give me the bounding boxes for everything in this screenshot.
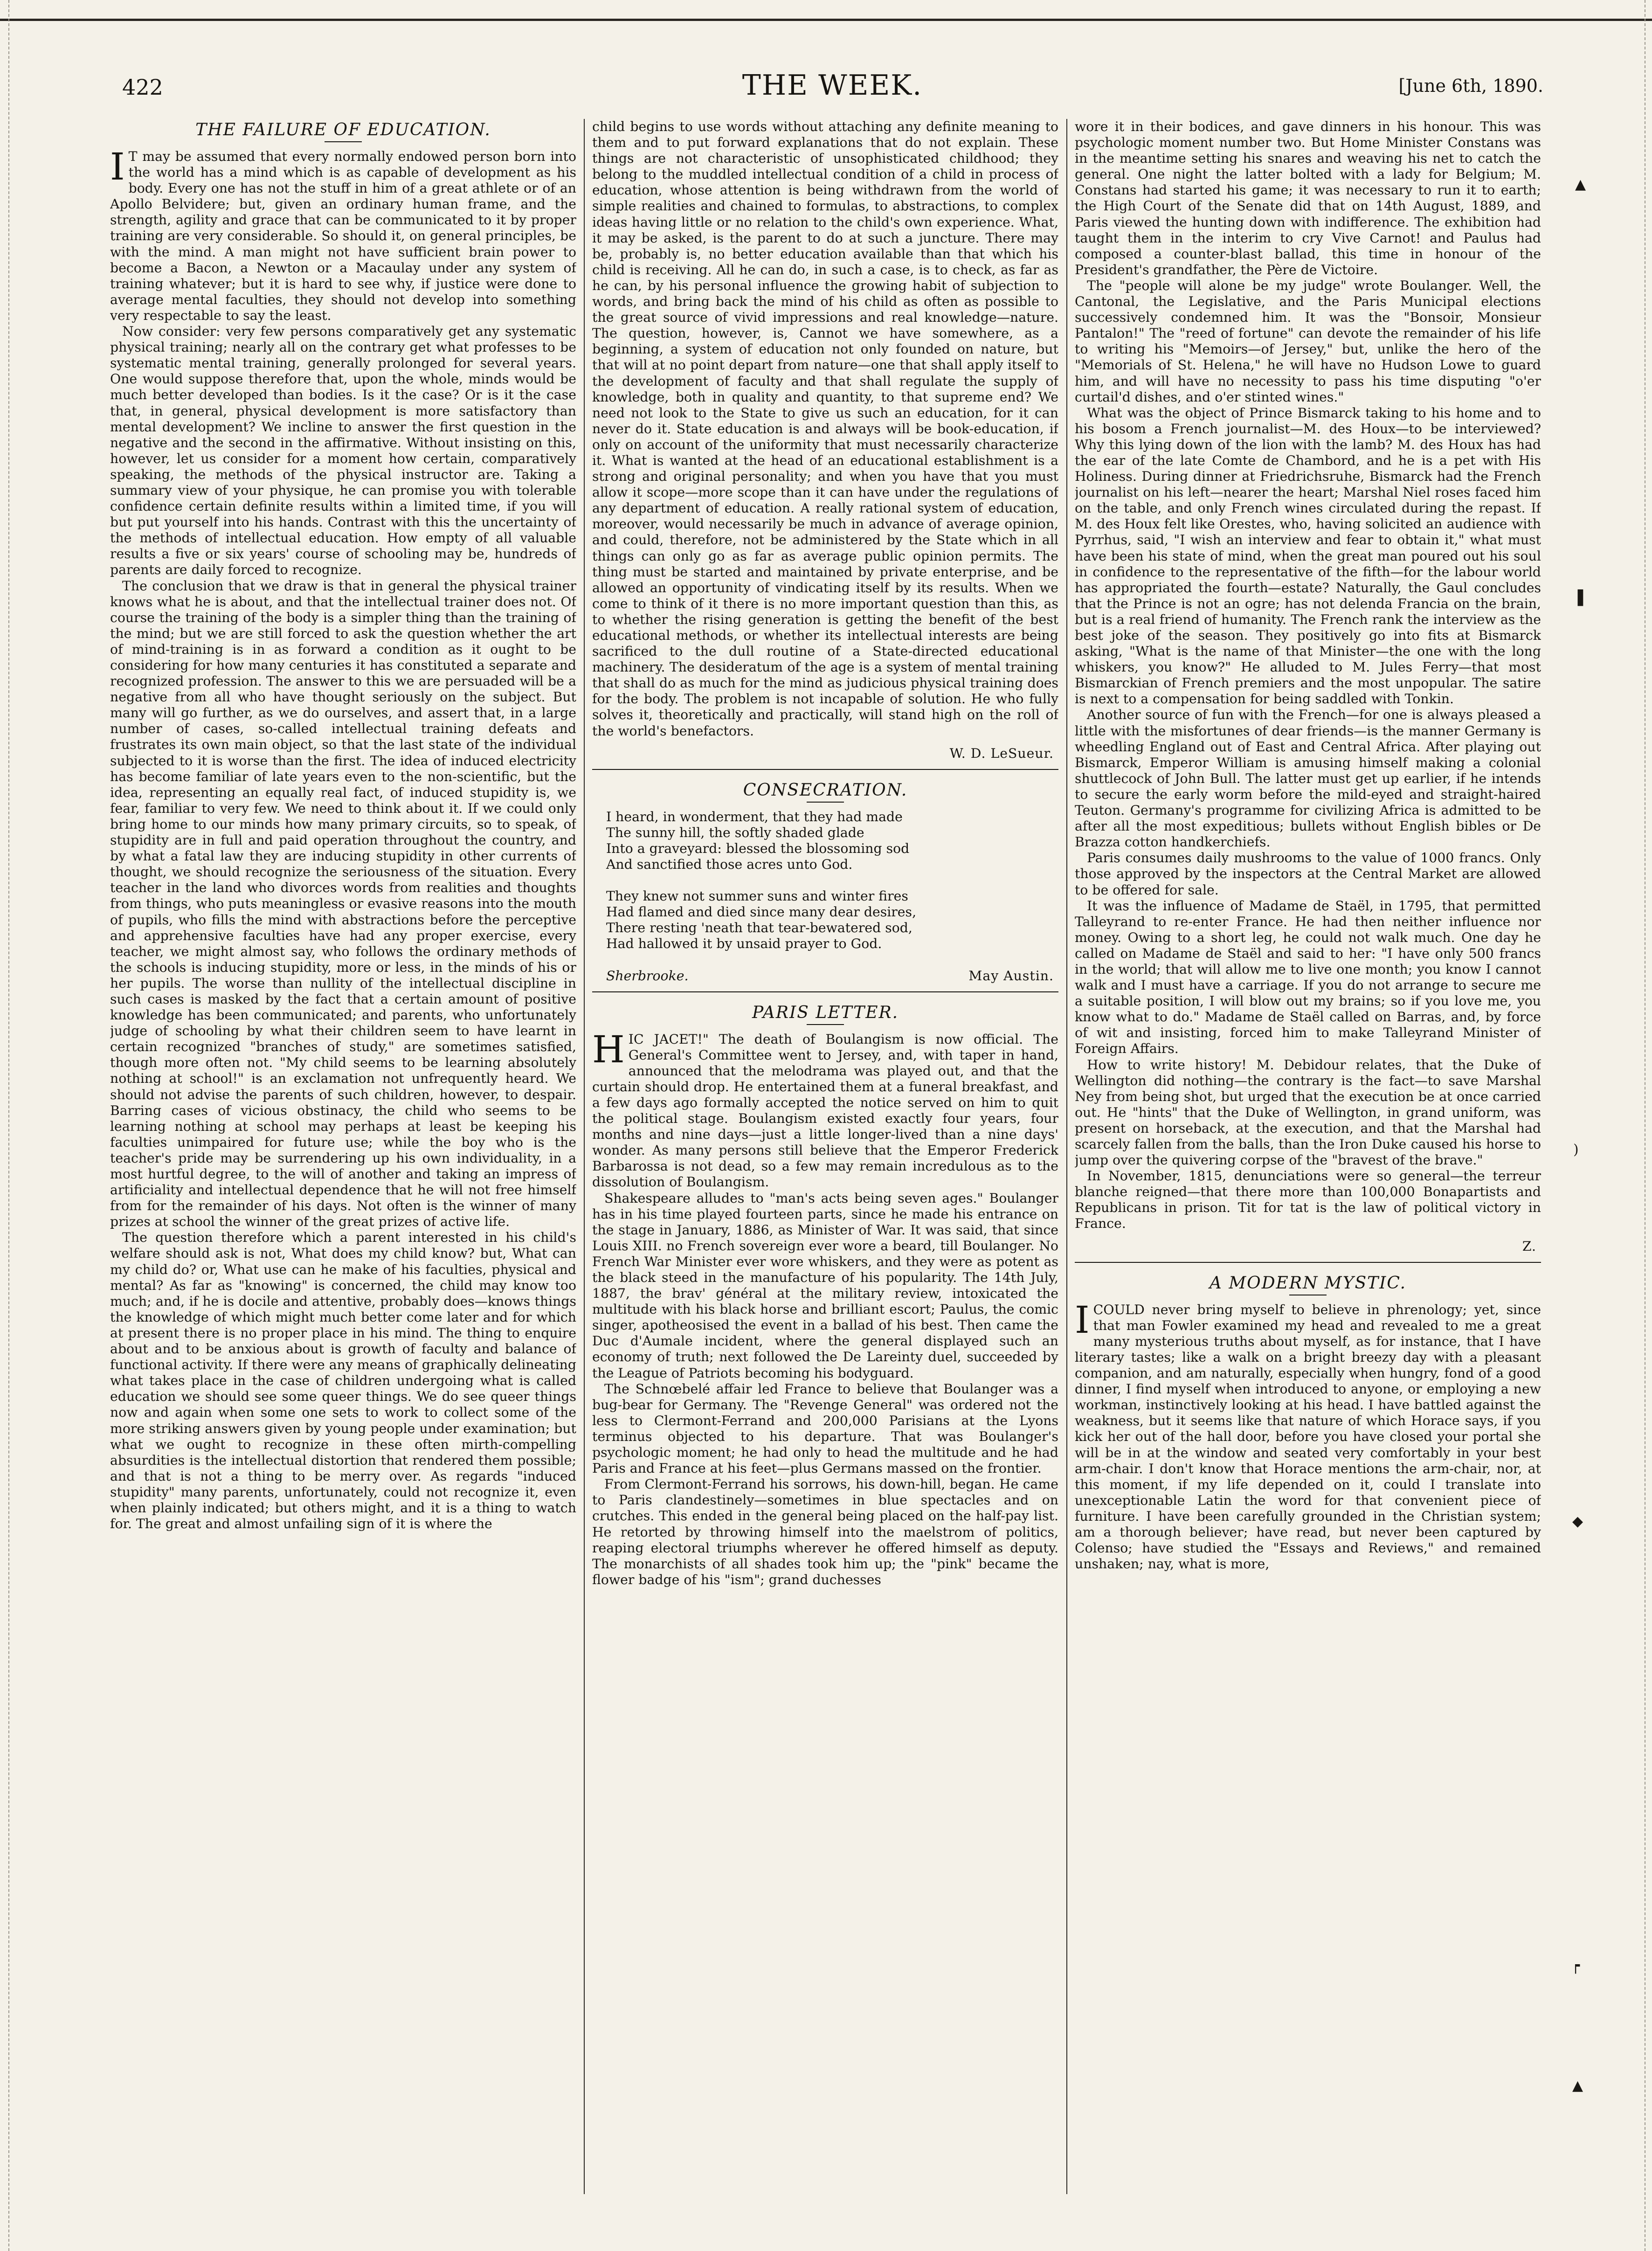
- scan-mark: ▲: [1572, 2078, 1583, 2094]
- article-title-modern-mystic: A MODERN MYSTIC.: [1209, 1273, 1407, 1293]
- scan-mark: ): [1573, 1142, 1579, 1158]
- title-rule: [807, 1024, 844, 1025]
- column-rule: [1066, 119, 1067, 2194]
- paris-paragraph: The "people will alone be my judge" wrote Boulanger. Well, the Cantonal, the Legislative, and the Paris Municipal elections successively condemned him. It was the "Bonsoir, Monsieur Pantalon!" The "reed of fortune" can devote the remainder of his life to writing his "Memoirs—of Jersey," but, unlike the hero of the "Memorials of St. Helena," he will have no Hudson Lowe to guard him, and will have no necessity to pass his time disputing "o'er curtail'd dishes, and o'er stinted wines.": [1075, 277, 1541, 405]
- poem-line: There resting 'neath that tear-bewatered sod,: [606, 920, 912, 936]
- scan-left-edge: [0, 0, 9, 2251]
- drop-cap: I: [110, 145, 125, 188]
- education-paragraph: The conclusion that we draw is that in general the physical trainer knows what he is about, and that the intellectual trainer does not. Of course the training of the body is a simpler thing than the training of the mind; but we are still forced to ask the question whether the art of mind-training is in as forward a condition as it ought to be considering for how many centuries it has constituted a separate and recognized profession. The answer to this we are persuaded will be a negative from all who have thought seriously on the subject. But many will go further, as we do ourselves, and assert that, in a large number of cases, so-called intellectual training defeats and frustrates its own main object, so that the last state of the individual subjected to it is worse than the first. The idea of induced electricity has become familiar of late years even to the non-scientific, but the idea, representing an equally real fact, of induced stupidity is, we fear, familiar to very few. We need to think about it. If we could only bring home to our minds how many primary circuits, so to speak, of stupidity are in full and paid operation throughout the country, and by what a fatal law they are inducing stupidity in other currents of thought, we should recognize the seriousness of the situation. Every teacher in the land who divorces words from realities and thoughts from things, who puts meaningless or evasive reasons into the mouth of pupils, who fills the mind with abstractions before the perceptive and apprehensive faculties have had any proper exercise, every teacher, we might almost say, who follows the ordinary methods of the schools is inducing stupidity, more or less, in the minds of his or her pupils. The worse than nullity of the intellectual discipline in such cases is masked by the fact that a certain amount of positive knowledge has been communicated; and parents, who unfortunately judge of schooling by what their children seem to have learnt in certain recognized "branches of study," are sometimes satisfied, though more often not. "My child seems to be learning absolutely nothing at school!" is an exclamation not unfrequently heard. We should not advise the parents of such children, however, to despair. Barring cases of vicious obstinacy, the child who seems to be learning nothing at school may perhaps at least be keeping his faculties unimpaired for future use; while the boy who is the teacher's pride may be surrendering up his own individuality, in a most hurtful degree, to the will of another and taking an impress of artificiality and intellectual dependence that he will not free himself from for the remainder of his days. Not often is the winner of many prizes at school the winner of the great prizes of active life.: [110, 578, 576, 1230]
- poem-dateline: [592, 968, 1058, 984]
- poem-line: And sanctified those acres unto God.: [606, 857, 853, 873]
- poem-line: Had hallowed it by unsaid prayer to God.: [606, 936, 882, 952]
- paris-paragraph: How to write history! M. Debidour relates, that the Duke of Wellington did nothing—the contrary is the fact—to save Marshal Ney from being shot, but urged that the execution be at once carried out. He "hints" that the Duke of Wellington, in grand uniform, was present on horseback, at the execution, and that the Marshal had scarcely fallen from the balls, than the Iron Duke caused his horse to jump over the quivering corpse of the "bravest of the brave.": [1075, 1057, 1541, 1168]
- title-rule: [807, 802, 844, 803]
- scan-right-edge: [1645, 0, 1652, 2251]
- drop-cap: H: [592, 1027, 625, 1071]
- paris-paragraph: Shakespeare alludes to "man's acts being seven ages." Boulanger has in his time played fourteen parts, since he made his entrance on the stage in January, 1886, as Minister of War. It was said, that since Louis XIII. no French sovereign ever wore a beard, till Boulanger. No French War Minister ever wore whiskers, and they were as potent as the black steed in the manufacture of his popularity. The 14th July, 1887, the brav' général at the military review, intoxicated the multitude with his black horse and brilliant escort; Paulus, the comic singer, apotheosised the event in a ballad of his best. Then came the Duc d'Aumale incident, where the general displayed such an economy of truth; next followed the De Lareinty duel, succeeded by the League of Patriots becoming his bodyguard.: [592, 1190, 1058, 1381]
- poem-author: May Austin.: [968, 968, 1054, 984]
- column-2: [592, 119, 1058, 2194]
- article-title-paris-letter: PARIS LETTER.: [752, 1003, 899, 1022]
- page-header: [117, 65, 1548, 112]
- paris-paragraph: From Clermont-Ferrand his sorrows, his down-hill, began. He came to Paris clandestinely—sometimes in blue spectacles and on crutches. This ended in the general being placed on the half-pay list. He retorted by throwing himself into the maelstrom of politics, reaping electoral triumphs wherever he offered himself as deputy. The monarchists of all shades took him up; the "pink" became the flower badge of his "ism"; grand duchesses: [592, 1476, 1058, 1587]
- paris-signature: Z.: [1522, 1238, 1536, 1254]
- education-paragraph-continued: child begins to use words without attaching any definite meaning to them and to put forward explanations that do not explain. These things are not characteristic of unsophisticated childhood; they belong to the muddled intellectual condition of a child in process of education, whose attention is being withdrawn from the world of simple realities and chained to formulas, to abstractions, to complex ideas having little or no relation to the child's own experience. What, it may be asked, is the parent to do at such a juncture. There may be, probably is, no better education available than that which his child is receiving. All he can do, in such a case, is to check, as far as he can, by his personal influence the growing habit of subjection to words, and bring back the mind of his child as often as possible to the great source of vivid impressions and real knowledge—nature. The question, however, is, Cannot we have somewhere, as a beginning, a system of education not only founded on nature, but that will at no point depart from nature—one that shall apply itself to the development of faculty and that shall regulate the supply of knowledge, both in quality and quantity, to that supreme end? We need not look to the State to give us such an education, for it can never do it. State education is and always will be book-education, if only on account of the uniformity that must necessarily characterize it. What is wanted at the head of an educational establishment is a strong and original personality; and when you have that you must allow it scope—more scope than it can have under the regulations of any department of education. A really rational system of education, moreover, would necessarily be much in advance of average opinion, and could, therefore, not be administered by the State which in all things can only go as far as average public opinion permits. The thing must be started and maintained by private enterprise, and be allowed an opportunity of vindicating itself by its results. When we come to think of it there is no more important question than this, as to whether the rising generation is getting the benefit of the best educational methods, or whether its intellectual interests are being sacrificed to the dull routine of a State-directed educational machinery. The desideratum of the age is a system of mental training that shall do as much for the mind as judicious physical training does for the body. The problem is not incapable of solution. He who fully solves it, theoretically and practically, will stand high on the roll of the world's benefactors.: [592, 119, 1058, 739]
- poem-line: Had flamed and died since many dear desires,: [606, 904, 917, 920]
- poem-line: Into a graveyard: blessed the blossoming sod: [606, 840, 910, 856]
- section-rule: [592, 769, 1058, 770]
- section-rule: [1075, 1262, 1541, 1263]
- poem-stanza: [606, 888, 1058, 952]
- paris-paragraph: Another source of fun with the French—for one is always pleased a little with the misfortunes of dear friends—is the manner Germany is wheedling England out of East and Central Africa. After playing out Bismarck, Emperor William is amusing himself making a colonial shuttlecock of John Bull. The latter must get up earlier, if he intends to secure the early worm before the mild-eyed and straight-haired Teuton. Germany's programme for civilizing Africa is admitted to be after all the most expeditious; bullets without English bibles or De Brazza cotton handkerchiefs.: [1075, 707, 1541, 850]
- title-rule: [325, 141, 362, 142]
- issue-date: [June 6th, 1890.: [1398, 76, 1543, 96]
- poem-line: I heard, in wonderment, that they had made: [606, 809, 903, 824]
- poem-title-consecration: CONSECRATION.: [743, 780, 908, 800]
- scan-mark: ▲: [1575, 176, 1586, 193]
- drop-cap: I: [1075, 1298, 1090, 1342]
- poem-stanza: [606, 809, 1058, 873]
- article-title-education: THE FAILURE OF EDUCATION.: [195, 120, 491, 139]
- scan-top-edge: [0, 0, 1652, 21]
- scan-mark: ◆: [1572, 1513, 1583, 1530]
- poem-line: The sunny hill, the softly shaded glade: [606, 824, 864, 840]
- poem-place: Sherbrooke.: [606, 968, 689, 984]
- paris-paragraph: It was the influence of Madame de Staël, in 1795, that permitted Talleyrand to re-enter France. He had then neither influence nor money. Owing to a short leg, he could not walk much. One day he called on Madame de Staël and said to her: "I have only 500 francs in the world; that will allow me to live one month; you know I cannot walk and I must have a carriage. If you do not arrange to secure me a suitable position, I will blow out my brains; so if you love me, you know what to do." Madame de Staël called on Barras, and, by force of wit and insisting, forced him to make Talleyrand Minister of Foreign Affairs.: [1075, 898, 1541, 1057]
- paris-paragraph: In November, 1815, denunciations were so general—the terreur blanche reigned—that there more than 100,000 Bonapartists and Republicans in prison. Tit for tat is the law of political victory in France.: [1075, 1168, 1541, 1232]
- column-rule: [584, 119, 585, 2194]
- scan-mark: ▐: [1572, 590, 1583, 606]
- paris-paragraph: HIC JACET!" The death of Boulangism is now official. The General's Committee went to Jersey, and, with taper in hand, announced that the melodrama was played out, and that the curtain should drop. He entertained them at a funeral breakfast, and a few days ago formally accepted the notice served on him to quit the political stage. Boulangism existed exactly four years, four months and nine days—just a little longer-lived than a nine days' wonder. As many persons still believe that the Emperor Frederick Barbarossa is not dead, so a few may remain incredulous as to the dissolution of Boulangism.: [592, 1027, 1058, 1190]
- section-rule: [592, 991, 1058, 992]
- paris-paragraph-continued: wore it in their bodices, and gave dinners in his honour. This was psychologic moment number two. But Home Minister Constans was in the meantime setting his snares and weaving his net to catch the general. One night the latter bolted with a lady for Belgium; M. Constans had started his game; it was necessary to run it to earth; the High Court of the Senate did that on 14th August, 1889, and Paris viewed the hunting down with indifference. The exhibition had taught them in the interim to cry Vive Carnot! and Paulus had composed a counter-blast ballad, this time in honour of the President's grandfather, the Père de Victoire.: [1075, 119, 1541, 277]
- education-paragraph: I T may be assumed that every normally endowed person born into the world has a mind which is as capable of development as his body. Every one has not the stuff in him of a great athlete or of an Apollo Belvidere; but, given an ordinary human frame, and the strength, agility and grace that can be communicated to it by proper training are very considerable. So should it, on general principles, be with the mind. A man might not have sufficient brain power to become a Bacon, a Newton or a Macaulay under any system of training whatever; but it is hard to see why, if justice were done to average mental faculties, they should not develop into something very respectable to say the least.: [110, 145, 576, 323]
- masthead: THE WEEK.: [742, 69, 923, 102]
- education-signature: W. D. LeSueur.: [949, 745, 1054, 761]
- paris-paragraph: What was the object of Prince Bismarck taking to his home and to his bosom a French journalist—M. des Houx—to be interviewed? Why this lying down of the lion with the lamb? M. des Houx has had the ear of the late Comte de Chambord, and he is a pet with His Holiness. During dinner at Friedrichsruhe, Bismarck had the French journalist on his left—nearer the heart; Marshal Niel roses faced him on the table, and only French wines circulated during the repast. If M. des Houx felt like Orestes, who, having solicited an audience with Pyrrhus, said, "I wish an interview and fear to obtain it," what must have been his state of mind, when the great man poured out his soul in confidence to the representative of the fifth—for the labour world has appropriated the fourth—estate? Naturally, the Gaul concludes that the Prince is not an ogre; has not delenda Francia on the brain, but is a real friend of humanity. The French rank the interview as the best joke of the season. They positively go into fits at Bismarck asking, "What is the name of that Minister—the one with the long whiskers, you know?" He alluded to M. Jules Ferry—that most Bismarckian of French premiers and the most unpopular. The satire is next to a compensation for being saddled with Tonkin.: [1075, 405, 1541, 707]
- education-paragraph: Now consider: very few persons comparatively get any systematic physical training; nearly all on the contrary get what professes to be systematic mental training, generally prolonged for several years. One would suppose therefore that, upon the whole, minds would be much better developed than bodies. Is it the case? Or is it the case that, in general, physical development is more satisfactory than mental development? We incline to answer the first question in the negative and the second in the affirmative. Without insisting on this, however, let us consider for a moment how certain, comparatively speaking, the methods of the physical instructor are. Taking a summary view of your physique, he can promise you with tolerable confidence certain definite results within a limited time, if you will but put yourself into his hands. Contrast with this the uncertainty of the methods of intellectual education. How empty of all valuable results a five or six years' course of schooling may be, hundreds of parents are daily forced to recognize.: [110, 324, 576, 578]
- paris-paragraph: The Schnœbelé affair led France to believe that Boulanger was a bug-bear for Germany. The "Revenge General" was ordered not the less to Clermont-Ferrand and 200,000 Parisians at the Lyons terminus objected to his departure. That was Boulanger's psychologic moment; he had only to head the multitude and he had Paris and France at his feet—plus Germans massed on the frontier.: [592, 1381, 1058, 1476]
- scan-mark: ┍: [1571, 1958, 1580, 1974]
- poem-body: [592, 809, 1058, 952]
- column-3: [1075, 119, 1541, 2194]
- education-paragraph: The question therefore which a parent interested in his child's welfare should ask is not, What does my child know? but, What can my child do? or, What use can he make of his faculties, physical and mental? As far as "knowing" is concerned, the child may know too much; and, if he is docile and attentive, probably does—knows things the knowledge of which might much better come later and for which at present there is no proper place in his mind. The thing to enquire about and to be anxious about is growth of faculty and balance of functional activity. If there were any means of graphically delineating what takes place in the case of children undergoing what is called education we should see some queer things. We do see queer things now and again when some one sets to work to collect some of the more striking answers given by young people under examination; but what we ought to recognize in these often mirth-compelling absurdities is the intellectual distortion that rendered them possible; and that is not a thing to be merry over. As regards "induced stupidity" many parents, unfortunately, could not recognize it, even when plainly indicated; but others might, and it is a thing to watch for. The great and almost unfailing sign of it is where the: [110, 1230, 576, 1532]
- mystic-paragraph: I COULD never bring myself to believe in phrenology; yet, since that man Fowler examined my head and revealed to me a great many mysterious truths about myself, as for instance, that I have literary tastes; like a walk on a bright breezy day with a pleasant companion, and am naturally, especially when hungry, fond of a good dinner, I find myself when introduced to anyone, or employing a new workman, instinctively looking at his head. I have battled against the weakness, but it seems like that nature of which Horace says, if you kick her out of the hall door, before you have closed your portal she will be in at the window and seated very comfortably in your best arm-chair. I don't know that Horace mentions the arm-chair, nor, at this moment, if my life depended on it, could I translate into unexceptionable Latin the word for that convenient piece of furniture. I have been carefully grounded in the Christian system; am a thorough believer; have read, but never been captured by Colenso; have studied the "Essays and Reviews," and remained unshaken; nay, what is more,: [1075, 1298, 1541, 1572]
- poem-line: They knew not summer suns and winter fires: [606, 888, 908, 904]
- page-number: 422: [122, 75, 163, 100]
- column-1: [110, 119, 576, 2194]
- paris-paragraph: Paris consumes daily mushrooms to the value of 1000 francs. Only those approved by the inspectors at the Central Market are allowed to be offered for sale.: [1075, 850, 1541, 898]
